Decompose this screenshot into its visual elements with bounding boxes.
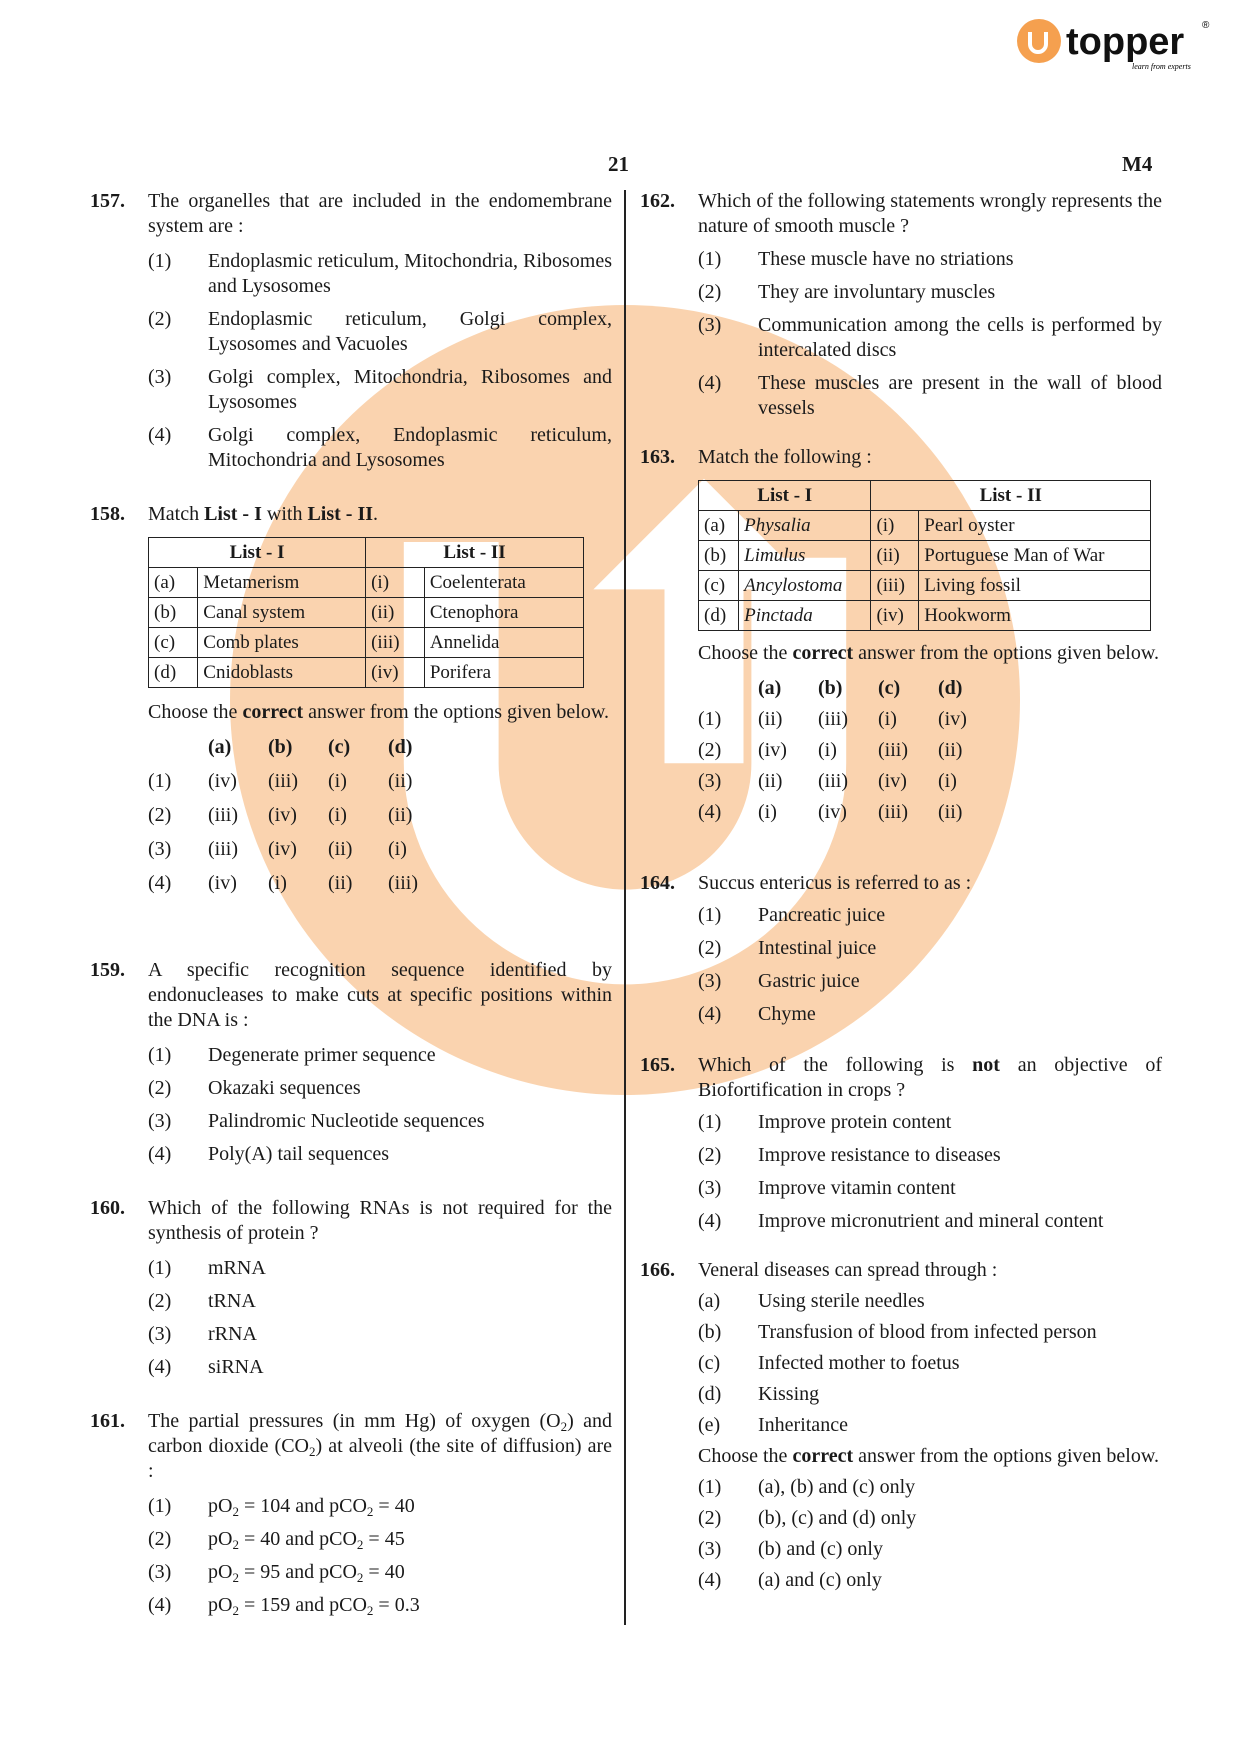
answer-cell: (3) [148,838,172,860]
question-number: 159. [90,959,125,981]
answer-head: (c) [878,677,901,699]
option-key: (3) [698,1538,722,1560]
option-text: (a), (b) and (c) only [758,1476,916,1498]
stem-text: with [261,503,308,525]
option-text: Improve micronutrient and mineral content [758,1210,1104,1232]
cell: (ii) [871,541,919,571]
option [148,1527,612,1552]
stem-bold: not [972,1054,1000,1076]
question-number: 161. [90,1410,125,1432]
answer-cell: (i) [268,872,287,894]
cell: (d) [149,658,198,688]
answer-head: (c) [328,736,351,758]
option-text: Improve resistance to diseases [758,1144,1001,1166]
option-key: (4) [698,1003,722,1025]
option-key: (1) [148,250,172,272]
option [148,1109,612,1134]
question-166 [640,1258,1162,1593]
cell: (d) [699,601,739,631]
answer-cell: (iii) [268,770,298,792]
option-key: (2) [148,308,172,330]
option [698,1002,1162,1027]
svg-text:®: ® [1202,20,1210,31]
question-157 [90,189,612,473]
table-header: List - II [366,538,584,568]
option [698,903,1162,928]
column-divider [624,190,626,1625]
question-number: 163. [640,446,675,468]
option [698,1506,1162,1531]
statement-text: Inheritance [758,1414,848,1436]
stem-bold: List - I [204,503,262,525]
instruction-bold: correct [792,1445,854,1467]
cell: (a) [699,511,739,541]
stem-text: Match [148,503,205,525]
option [698,313,1162,363]
match-table [698,480,1151,631]
answer-cell: (iii) [878,801,908,823]
option-text: $pO_2 = 159$ and pCO$_2$ = 0.3 [208,1594,420,1618]
option [148,1043,612,1068]
question-stem: The organelles that are included in the endomembrane system are : [148,190,612,237]
statement-key: (b) [698,1321,722,1343]
statement [698,1413,1162,1438]
instruction [698,1444,1162,1469]
answer-cell: (4) [148,872,172,894]
option [698,247,1162,272]
option-text: These muscle have no striations [758,248,1014,270]
option [148,249,612,299]
option-text: (b), (c) and (d) only [758,1507,917,1529]
stem-text: . [373,503,379,525]
cell: Portuguese Man of War [919,541,1151,571]
answer-cell: (iii) [818,770,848,792]
cell: (c) [699,571,739,601]
answer-cell: (iii) [388,872,418,894]
table-row [699,541,1151,571]
option-key: (4) [148,424,172,446]
option-text: (a) and (c) only [758,1569,882,1591]
option-text: (b) and (c) only [758,1538,883,1560]
question-160 [90,1196,612,1380]
pco2-value: 40 [394,1495,415,1517]
option-key: (1) [698,248,722,270]
option-key: (1) [148,1495,172,1517]
pco2-value: 0.3 [394,1594,420,1616]
answer-cell: (iii) [878,739,908,761]
answer-cell: (ii) [938,801,963,823]
question-number: 158. [90,503,125,525]
cell: (c) [149,628,198,658]
option-key: (4) [148,1143,172,1165]
option [148,1322,612,1347]
instruction [698,641,1162,666]
answer-cell: (2) [698,739,722,761]
option [148,1076,612,1101]
answer-cell: (i) [388,838,407,860]
cell: Ancylostoma [744,575,843,596]
stem-bold: List - II [307,503,374,525]
option-key: (2) [148,1528,172,1550]
cell: (iv) [871,601,919,631]
option [698,1475,1162,1500]
option-key: (3) [698,970,722,992]
answer-cell: (ii) [328,838,353,860]
cell: Pearl oyster [919,511,1151,541]
answer-head: (b) [818,677,843,699]
answer-cell: (i) [328,770,347,792]
question-stem: Which of the following RNAs is not required for the synthesis of protein ? [148,1197,612,1244]
question-161 [90,1409,612,1618]
statement [698,1320,1162,1345]
po2-value: 95 [260,1561,281,1583]
option-text: Degenerate primer sequence [208,1044,436,1066]
cell: (i) [366,568,425,598]
question-162 [640,189,1162,421]
table-header: List - II [871,481,1151,511]
answer-cell: (i) [938,770,957,792]
answer-cell: (i) [328,804,347,826]
answer-cell: (4) [698,801,722,823]
cell: Porifera [424,658,583,688]
question-number: 164. [640,872,675,894]
question-stem: A specific recognition sequence identified by endonucleases to make cuts at specific positions within the DNA is : [148,959,612,1031]
answer-cell: (i) [818,739,837,761]
option-text: Communication among the cells is performed by intercalated discs [758,314,1162,361]
statement [698,1289,1162,1314]
option-text: Gastric juice [758,970,860,992]
question-number: 160. [90,1197,125,1219]
option-key: (1) [698,1111,722,1133]
option-key: (3) [148,1323,172,1345]
svg-text:learn from experts: learn from experts [1132,62,1191,71]
answer-cell: (iv) [878,770,907,792]
option-key: (2) [698,281,722,303]
answer-head: (b) [268,736,293,758]
instruction-text: Choose the [698,642,793,664]
answer-cell: (ii) [388,804,413,826]
statement-text: Infected mother to foetus [758,1352,960,1374]
cell: Comb plates [198,628,366,658]
option-text: Golgi complex, Endoplasmic reticulum, Mitochondria and Lysosomes [208,424,612,471]
cell: Limulus [744,545,806,566]
instruction-text: answer from the options given below. [303,701,609,723]
logo-icon [1012,14,1212,76]
pco2-value: 40 [384,1561,405,1583]
po2-value: 159 [260,1594,291,1616]
option-text: Poly(A) tail sequences [208,1143,390,1165]
question-159 [90,958,612,1167]
topper-logo [1012,14,1212,76]
option [698,371,1162,421]
option-key: (3) [148,1110,172,1132]
cell: (b) [699,541,739,571]
instruction-text: Choose the [148,701,243,723]
cell: (i) [871,511,919,541]
option-key: (4) [698,372,722,394]
option-key: (1) [148,1044,172,1066]
cell: (iv) [366,658,425,688]
answer-cell: (iv) [268,838,297,860]
answer-cell: (ii) [388,770,413,792]
question-163 [640,445,1162,825]
page-number: 21 [608,152,629,176]
option-text: Endoplasmic reticulum, Golgi complex, Lysosomes and Vacuoles [208,308,612,355]
cell: Physalia [744,515,811,536]
po2-value: 40 [260,1528,281,1550]
stem-text: an objective of Biofortification in crops ? [698,1054,1162,1101]
option [148,423,612,473]
answer-cell: (iii) [208,804,238,826]
option-text: Intestinal juice [758,937,877,959]
statement-key: (a) [698,1290,721,1312]
question-stem: Match the following : [698,446,872,468]
instruction [148,700,612,725]
cell: Ctenophora [424,598,583,628]
option-text: $pO_2 = 95$ and pCO$_2$ = 40 [208,1561,405,1585]
stem-text: Which of the following is [698,1054,973,1076]
answer-cell: (ii) [758,770,783,792]
answer-grid [698,676,1162,825]
option-key: (2) [148,1077,172,1099]
answer-cell: (iv) [268,804,297,826]
option [698,936,1162,961]
cell: (a) [149,568,198,598]
option [148,1289,612,1314]
option-key: (3) [148,366,172,388]
answer-cell: (iv) [818,801,847,823]
table-row [699,511,1151,541]
table-row [699,601,1151,631]
option [698,1568,1162,1593]
statement-text: Transfusion of blood from infected person [758,1321,1097,1343]
question-158 [90,502,612,896]
option [148,1142,612,1167]
statement-key: (e) [698,1414,721,1436]
option-key: (2) [148,1290,172,1312]
option-key: (1) [148,1257,172,1279]
option [698,1143,1162,1168]
option-key: (4) [698,1210,722,1232]
option-text: Improve protein content [758,1111,952,1133]
option [698,1176,1162,1201]
option [148,365,612,415]
question-165 [640,1053,1162,1234]
table-row [149,658,584,688]
table-header: List - I [699,481,871,511]
question-stem: Which of the following statements wrongly represents the nature of smooth muscle ? [698,190,1162,237]
option-key: (1) [698,904,722,926]
answer-cell: (ii) [758,708,783,730]
question-stem: Succus entericus is referred to as : [698,872,972,894]
option [148,1256,612,1281]
question-stem: The partial pressures (in mm Hg) of oxygen $(O_2)$ and carbon dioxide $(CO_2)$ at alveoli (the site of diffusion) are : [148,1410,612,1482]
option-key: (1) [698,1476,722,1498]
answer-cell: (1) [148,770,172,792]
cell: Metamerism [198,568,366,598]
option-key: (4) [148,1594,172,1616]
question-number: 162. [640,190,675,212]
answer-cell: (i) [758,801,777,823]
table-row [149,598,584,628]
cell: (iii) [871,571,919,601]
option [148,1593,612,1618]
option-key: (3) [148,1561,172,1583]
option [148,307,612,357]
answer-cell: (iii) [818,708,848,730]
cell: Coelenterata [424,568,583,598]
answer-head: (a) [208,736,232,758]
option-text: These muscles are present in the wall of blood vessels [758,372,1162,419]
option-text: Golgi complex, Mitochondria, Ribosomes and Lysosomes [208,366,612,413]
option-key: (4) [148,1356,172,1378]
statement [698,1351,1162,1376]
answer-cell: (iv) [208,872,237,894]
table-row [149,568,584,598]
cell: (iii) [366,628,425,658]
question-number: 165. [640,1054,675,1076]
table-row [699,571,1151,601]
option-text: tRNA [208,1290,256,1312]
svg-text:topper: topper [1066,21,1185,63]
answer-cell: (ii) [328,872,353,894]
question-164 [640,871,1162,1027]
answer-cell: (3) [698,770,722,792]
option-text: Okazaki sequences [208,1077,361,1099]
answer-cell: (1) [698,708,722,730]
po2-value: 104 [260,1495,291,1517]
option [148,1560,612,1585]
answer-grid [148,735,612,896]
option [698,1110,1162,1135]
option-text: mRNA [208,1257,266,1279]
option [698,1209,1162,1234]
statement [698,1382,1162,1407]
cell: Cnidoblasts [198,658,366,688]
option-text: They are involuntary muscles [758,281,996,303]
option [698,1537,1162,1562]
cell: Hookworm [919,601,1151,631]
statement-key: (c) [698,1352,721,1374]
question-number: 157. [90,190,125,212]
answer-cell: (iv) [938,708,967,730]
statement-text: Kissing [758,1383,820,1405]
option-key: (2) [698,1144,722,1166]
option-text: Endoplasmic reticulum, Mitochondria, Ribosomes and Lysosomes [208,250,612,297]
match-table [148,537,584,688]
question-number: 166. [640,1259,675,1281]
cell: Living fossil [919,571,1151,601]
option-text: Palindromic Nucleotide sequences [208,1110,485,1132]
instruction-text: Choose the [698,1445,793,1467]
option-text: Pancreatic juice [758,904,886,926]
table-row [149,628,584,658]
cell: Canal system [198,598,366,628]
statement-key: (d) [698,1383,722,1405]
option [698,280,1162,305]
option-key: (3) [698,314,722,336]
answer-cell: (ii) [938,739,963,761]
question-stem [148,502,612,527]
table-header: List - I [149,538,366,568]
cell: Pinctada [744,605,813,626]
pco2-value: 45 [384,1528,405,1550]
answer-head: (a) [758,677,782,699]
answer-head: (d) [938,677,963,699]
cell: (b) [149,598,198,628]
option-key: (3) [698,1177,722,1199]
option-text: $pO_2 = 104$ and pCO$_2$ = 40 [208,1495,415,1519]
option-text: siRNA [208,1356,264,1378]
option-text: Improve vitamin content [758,1177,956,1199]
question-stem: Veneral diseases can spread through : [698,1259,998,1281]
option [148,1494,612,1519]
instruction-bold: correct [242,701,304,723]
instruction-text: answer from the options given below. [853,1445,1159,1467]
question-stem [698,1053,1162,1103]
answer-cell: (iv) [758,739,787,761]
paper-code: M4 [1122,152,1153,176]
answer-head: (d) [388,736,413,758]
option-text: Chyme [758,1003,816,1025]
option-key: (4) [698,1569,722,1591]
option [698,969,1162,994]
option-key: (2) [698,937,722,959]
instruction-bold: correct [792,642,854,664]
option-key: (2) [698,1507,722,1529]
option-text: $pO_2 = 40$ and pCO$_2$ = 45 [208,1528,405,1552]
statement-text: Using sterile needles [758,1290,925,1312]
option-text: rRNA [208,1323,257,1345]
cell: (ii) [366,598,425,628]
answer-cell: (iv) [208,770,237,792]
answer-cell: (i) [878,708,897,730]
option [148,1355,612,1380]
answer-cell: (2) [148,804,172,826]
cell: Annelida [424,628,583,658]
answer-cell: (iii) [208,838,238,860]
instruction-text: answer from the options given below. [853,642,1159,664]
